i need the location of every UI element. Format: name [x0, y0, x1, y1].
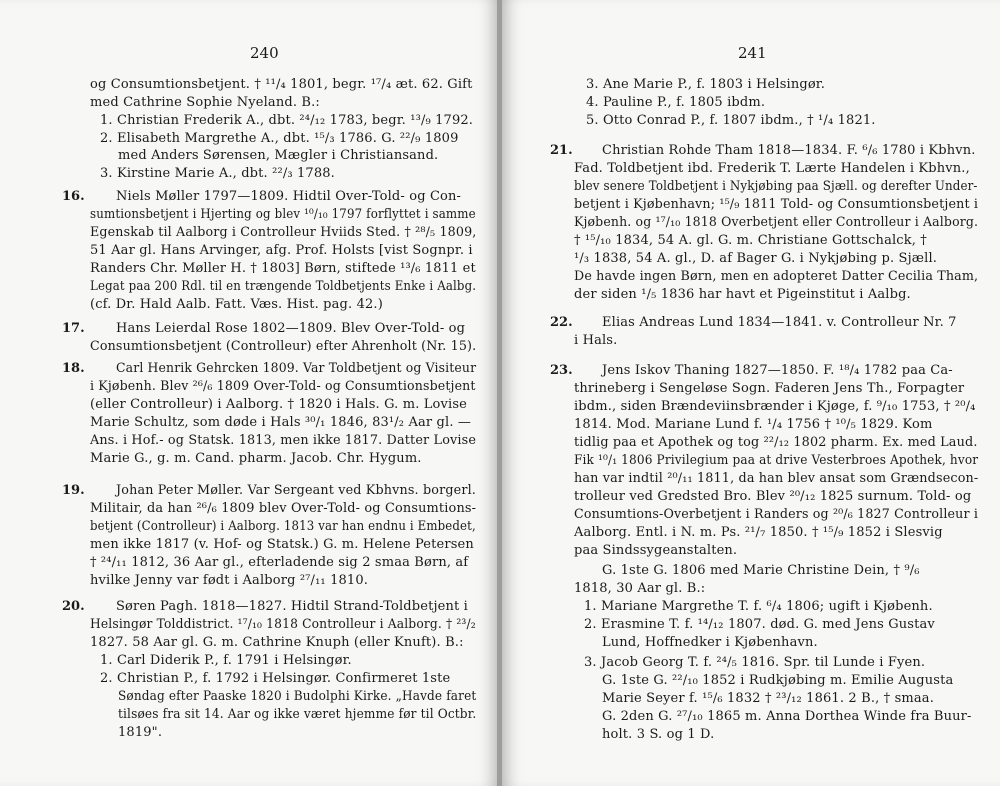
entry-line: Fik ¹⁰/₁ 1806 Privilegium paa at drive Vesterbroes Apothek, hvor	[574, 453, 979, 468]
entry-line: G. 2den G. ²⁷/₁₀ 1865 m. Anna Dorthea Winde fra Buur-	[602, 709, 972, 724]
entry-line: (cf. Dr. Hald Aalb. Fatt. Væs. Hist. pag. 42.)	[90, 297, 383, 312]
entry-line: Legat paa 200 Rdl. til en trængende Toldbetjents Enke i Aalbg.	[90, 279, 477, 294]
entry-line: 51 Aar gl. Hans Arvinger, afg. Prof. Holsts [vist Sognpr. i	[90, 243, 473, 258]
entry-line: thrineberg i Sengeløse Sogn. Faderen Jens Th., Forpagter	[574, 381, 965, 396]
entry-line: G. 1ste G. ²²/₁₀ 1852 i Rudkjøbing m. Emilie Augusta	[602, 673, 954, 688]
entry-line: der siden ¹/₅ 1836 har havt et Pigeinstitut i Aalbg.	[574, 287, 911, 302]
entry-line: 1. Carl Diderik P., f. 1791 i Helsingør.	[100, 653, 352, 668]
entry-line: paa Sindssygeanstalten.	[574, 543, 738, 558]
entry-line: tidlig paa et Apothek og tog ²²/₁₂ 1802 pharm. Ex. med Laud.	[574, 435, 978, 450]
entry-line: Ans. i Hof.- og Statsk. 1813, men ikke 1817. Datter Lovise	[90, 433, 477, 448]
entry-line: Christian Rohde Tham 1818—1834. F. ⁶/₆ 1780 i Kbhvn.	[602, 143, 976, 158]
entry-line: 2. Christian P., f. 1792 i Helsingør. Confirmeret 1ste	[100, 671, 451, 686]
entry-line: Marie Schultz, som døde i Hals ³⁰/₁ 1846, 83¹/₂ Aar gl. —	[90, 415, 472, 430]
page-number: 241	[738, 44, 767, 62]
entry-line: Fad. Toldbetjent ibd. Frederik T. Lærte Handelen i Kbhvn.,	[574, 161, 970, 176]
entry-line: Marie G., g. m. Cand. pharm. Jacob. Chr. Hygum.	[90, 451, 422, 466]
entry-line: Consumtionsbetjent (Controlleur) efter Ahrenholt (Nr. 15).	[90, 339, 477, 354]
entry-line: holt. 3 S. og 1 D.	[602, 727, 715, 742]
entry-number: 22.	[550, 315, 573, 330]
text-line: 1. Christian Frederik A., dbt. ²⁴/₁₂ 1783, begr. ¹³/₉ 1792.	[100, 113, 474, 128]
entry-line: † ²⁴/₁₁ 1812, 36 Aar gl., efterladende sig 2 smaa Børn, af	[90, 555, 469, 570]
entry-line: (eller Controlleur) i Aalborg. † 1820 i Hals. G. m. Lovise	[90, 397, 467, 412]
entry-line: Johan Peter Møller. Var Sergeant ved Kbhvns. borgerl.	[116, 483, 476, 498]
text-line: 3. Ane Marie P., f. 1803 i Helsingør.	[586, 77, 826, 92]
entry-line: De havde ingen Børn, men en adopteret Datter Cecilia Tham,	[574, 269, 979, 284]
entry-line: 3. Jacob Georg T. f. ²⁴/₅ 1816. Spr. til Lunde i Fyen.	[584, 655, 926, 670]
entry-number: 20.	[62, 599, 85, 614]
entry-line: Jens Iskov Thaning 1827—1850. F. ¹⁸/₄ 1782 paa Ca-	[602, 363, 953, 378]
entry-line: 1. Mariane Margrethe T. f. ⁶/₄ 1806; ugift i Kjøbenh.	[584, 599, 933, 614]
entry-number: 16.	[62, 189, 85, 204]
entry-line: Elias Andreas Lund 1834—1841. v. Controlleur Nr. 7	[602, 315, 957, 330]
entry-line: betjent (Controlleur) i Aalborg. 1813 var han endnu i Embedet,	[90, 519, 476, 534]
entry-line: i Hals.	[574, 333, 618, 348]
entry-line: betjent i Kjøbenhavn; ¹⁵/₉ 1811 Told- og Consumtionsbetjent i	[574, 197, 979, 212]
text-line: og Consumtionsbetjent. † ¹¹/₄ 1801, begr. ¹⁷/₄ æt. 62. Gift	[90, 77, 473, 92]
entry-number: 23.	[550, 363, 573, 378]
entry-line: Søren Pagh. 1818—1827. Hidtil Strand-Toldbetjent i	[116, 599, 468, 614]
entry-line: Marie Seyer f. ¹⁵/₆ 1832 † ²³/₁₂ 1861. 2 B., † smaa.	[602, 691, 934, 706]
entry-line: i Kjøbenh. Blev ²⁶/₆ 1809 Over-Told- og Consumtionsbetjent	[90, 379, 476, 394]
text-line: 3. Kirstine Marie A., dbt. ²²/₃ 1788.	[100, 166, 335, 181]
entry-line: † ¹⁵/₁₀ 1834, 54 A. gl. G. m. Christiane Gottschalck, †	[574, 233, 927, 248]
entry-line: hvilke Jenny var født i Aalborg ²⁷/₁₁ 1810.	[90, 573, 369, 588]
entry-line: Aalborg. Entl. i N. m. Ps. ²¹/₇ 1850. † ¹⁵/₉ 1852 i Slesvig	[574, 525, 943, 540]
text-line: 2. Elisabeth Margrethe A., dbt. ¹⁵/₃ 1786. G. ²²/₉ 1809	[100, 131, 459, 146]
text-line: 4. Pauline P., f. 1805 ibdm.	[586, 95, 766, 110]
entry-line: Egenskab til Aalborg i Controlleur Hviids Sted. † ²⁸/₅ 1809,	[90, 225, 477, 240]
entry-line: Consumtions-Overbetjent i Randers og ²⁰/₆ 1827 Controlleur i	[574, 507, 979, 522]
entry-line: Niels Møller 1797—1809. Hidtil Over-Told- og Con-	[116, 189, 462, 204]
entry-line: Lund, Hoffnedker i Kjøbenhavn.	[602, 635, 818, 650]
entry-line: Carl Henrik Gehrcken 1809. Var Toldbetjent og Visiteur	[116, 361, 477, 376]
entry-line: 1818, 30 Aar gl. B.:	[574, 581, 706, 596]
entry-number: 17.	[62, 321, 85, 336]
entry-line: 2. Erasmine T. f. ¹⁴/₁₂ 1807. død. G. med Jens Gustav	[584, 617, 935, 632]
entry-line: han var indtil ²⁰/₁₁ 1811, da han blev ansat som Grændsecon-	[574, 471, 979, 486]
entry-number: 21.	[550, 143, 573, 158]
entry-line: G. 1ste G. 1806 med Marie Christine Dein, † ⁹/₆	[602, 563, 920, 578]
entry-number: 19.	[62, 483, 85, 498]
entry-line: 1827. 58 Aar gl. G. m. Cathrine Knuph (eller Knuft). B.:	[90, 635, 464, 650]
entry-line: tilsøes fra sit 14. Aar og ikke været hjemme før til Octbr.	[118, 707, 477, 722]
right-page	[502, 0, 1000, 786]
entry-line: Kjøbenh. og ¹⁷/₁₀ 1818 Overbetjent eller Controlleur i Aalborg.	[574, 215, 979, 230]
text-line: med Cathrine Sophie Nyeland. B.:	[90, 95, 320, 110]
entry-line: Hans Leierdal Rose 1802—1809. Blev Over-Told- og	[116, 321, 466, 336]
entry-line: ¹/₃ 1838, 54 A. gl., D. af Bager G. i Nykjøbing p. Sjæll.	[574, 251, 938, 266]
entry-number: 18.	[62, 361, 85, 376]
entry-line: Helsingør Tolddistrict. ¹⁷/₁₀ 1818 Controlleur i Aalborg. † ²³/₂	[90, 617, 476, 632]
entry-line: 1814. Mod. Mariane Lund f. ¹/₄ 1756 † ¹⁰/₅ 1829. Kom	[574, 417, 933, 432]
entry-line: trolleur ved Gredsted Bro. Blev ²⁰/₁₂ 1825 surnum. Told- og	[574, 489, 972, 504]
text-line: med Anders Sørensen, Mægler i Christiansand.	[118, 148, 439, 163]
page-number: 240	[250, 44, 279, 62]
entry-line: sumtionsbetjent i Hjerting og blev ¹⁰/₁₀ 1797 forflyttet i samme	[90, 207, 476, 222]
entry-line: men ikke 1817 (v. Hof- og Statsk.) G. m. Helene Petersen	[90, 537, 474, 552]
entry-line: Militair, da han ²⁶/₆ 1809 blev Over-Told- og Consumtions-	[90, 501, 477, 516]
left-page	[0, 0, 498, 786]
entry-line: Randers Chr. Møller H. † 1803] Børn, stiftede ¹³/₆ 1811 et	[90, 261, 476, 276]
entry-line: blev senere Toldbetjent i Nykjøbing paa Sjæll. og derefter Under-	[574, 179, 978, 194]
text-line: 5. Otto Conrad P., f. 1807 ibdm., † ¹/₄ 1821.	[586, 113, 876, 128]
entry-line: ibdm., siden Brændeviinsbrænder i Kjøge, f. ⁹/₁₀ 1753, † ²⁰/₄	[574, 399, 976, 414]
entry-line: Søndag efter Paaske 1820 i Budolphi Kirke. „Havde faret	[118, 689, 477, 704]
entry-line: 1819".	[118, 725, 163, 740]
